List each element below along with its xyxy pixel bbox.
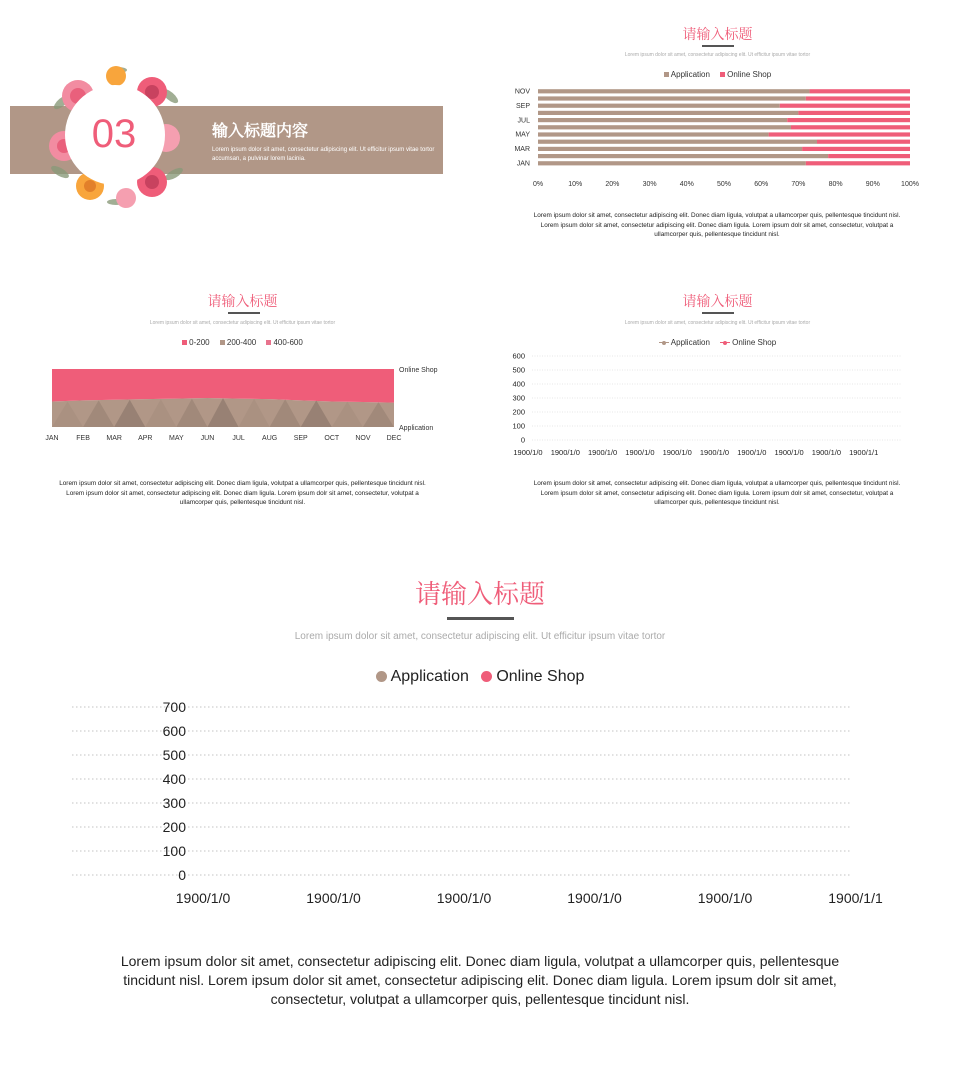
x-tick-label: NOV xyxy=(355,435,371,442)
bar-segment xyxy=(769,132,910,136)
area-online-shop xyxy=(52,369,394,403)
x-tick-label: FEB xyxy=(76,435,90,442)
banner-description: Lorem ipsum dolor sit amet, consectetur adipiscing elit. Ut efficitur ipsum vitae tortor accumsan, a pulvinar lorem lacinia. xyxy=(212,147,435,162)
chart-legend xyxy=(55,338,430,347)
legend-swatch xyxy=(182,340,187,345)
chart-legend xyxy=(530,338,905,347)
panel-paragraph: Lorem ipsum dolor sit amet, consectetur adipiscing elit. Donec diam ligula, volutpat a ullamcorper quis, pellentesque tincidunt nisl. Lorem ipsum dolor sit amet, consectetur adipiscing elit. Donec diam ligula. Lorem ipsum dolr sit amet, consectetur, volutpat a ullamcorper quis, pellentesque tincidunt nisl. xyxy=(533,480,901,506)
bar-segment xyxy=(538,118,787,122)
title-underline xyxy=(228,312,260,314)
x-tick-label: OCT xyxy=(324,435,340,442)
stacked-percent-bar-chart xyxy=(505,82,935,194)
x-tick-label: 1900/1/0 xyxy=(737,448,767,457)
bar-segment xyxy=(828,154,910,158)
x-tick-label: 1900/1/0 xyxy=(306,890,361,906)
bar-segment xyxy=(538,147,802,151)
y-tick-label: 500 xyxy=(512,365,525,375)
bar-segment xyxy=(787,118,910,122)
y-tick-label: 0 xyxy=(178,866,186,883)
x-tick-label: JUL xyxy=(232,435,245,442)
legend-swatch xyxy=(720,342,730,343)
x-tick-label: 1900/1/0 xyxy=(662,448,692,457)
panel-title: 请输入标题 xyxy=(207,293,278,309)
y-tick-label: JUL xyxy=(517,117,530,125)
y-tick-label: MAY xyxy=(515,131,530,139)
x-tick-label: MAY xyxy=(169,435,184,442)
bar-segment xyxy=(538,140,817,144)
legend-item-0-200: 0-200 xyxy=(182,338,209,347)
x-tick-label: 1900/1/0 xyxy=(774,448,804,457)
x-tick-label: 1900/1/0 xyxy=(175,890,231,906)
bar-segment xyxy=(538,161,806,165)
y-tick-label: 300 xyxy=(162,794,186,811)
panel-subtitle: Lorem ipsum dolor sit amet, consectetur adipiscing elit. Ut efficitur ipsum vitae tortor xyxy=(294,631,666,642)
series-label: Online Shop xyxy=(399,367,438,374)
panel-paragraph: Lorem ipsum dolor sit amet, consectetur adipiscing elit. Donec diam ligula, volutpat a ullamcorper quis, pellentesque tincidunt nisl. Lorem ipsum dolor sit amet, consectetur adipiscing elit. Donec diam ligula. Lorem ipsum dolr sit amet, consectetur, volutpat a ullamcorper quis, pellentesque tincidunt nisl. xyxy=(59,480,426,506)
bar-segment xyxy=(802,147,910,151)
legend-swatch xyxy=(481,671,492,682)
y-tick-label: 0 xyxy=(520,435,525,445)
x-tick-label: 1900/1/0 xyxy=(567,890,622,906)
y-tick-label: 300 xyxy=(512,393,525,403)
legend-item-online-shop: Online Shop xyxy=(720,338,776,347)
section-number: 03 xyxy=(91,111,137,156)
x-tick-label: JAN xyxy=(45,435,59,442)
x-tick-label: 1900/1/0 xyxy=(811,448,842,457)
legend-item-online-shop: Online Shop xyxy=(481,668,584,686)
line-chart-large xyxy=(60,694,900,914)
bar-segment xyxy=(538,132,769,136)
x-tick-label: 1900/1/1 xyxy=(849,448,879,457)
x-tick-label: 1900/1/0 xyxy=(513,448,543,457)
y-tick-label: 600 xyxy=(162,722,186,739)
y-tick-label: 600 xyxy=(512,351,525,361)
x-tick-label: 1900/1/0 xyxy=(625,448,655,457)
x-tick-label: 90% xyxy=(865,181,880,188)
panel-title: 请输入标题 xyxy=(682,293,753,309)
panel-paragraph: Lorem ipsum dolor sit amet, consectetur adipiscing elit. Donec diam ligula, volutpat a ullamcorper quis, pellentesque tincidunt nisl. Lorem ipsum dolor sit amet, consectetur adipiscing elit. Donec diam ligula. Lorem ipsum dolr sit amet, consectetur, volutpat a ullamcorper quis, pellentesque tincidunt nisl. xyxy=(120,953,840,1007)
y-tick-label: 400 xyxy=(162,770,186,787)
bar-segment xyxy=(780,104,910,108)
legend-item-application: Application xyxy=(376,668,469,686)
y-tick-label: SEP xyxy=(515,102,530,110)
y-tick-label: 100 xyxy=(162,842,186,859)
legend-item-400-600: 400-600 xyxy=(266,338,302,347)
x-tick-label: 1900/1/1 xyxy=(828,890,883,906)
x-tick-label: 1900/1/0 xyxy=(587,448,618,457)
legend-item-200-400: 200-400 xyxy=(220,338,256,347)
y-tick-label: 500 xyxy=(162,746,186,763)
legend-item-application: Application xyxy=(659,338,710,347)
bar-segment xyxy=(538,125,791,129)
chart-legend xyxy=(530,70,905,79)
x-tick-label: SEP xyxy=(293,435,308,442)
title-underline xyxy=(702,312,734,314)
series-label: Application xyxy=(399,425,434,432)
bar-segment xyxy=(806,161,910,165)
legend-swatch xyxy=(266,340,271,345)
x-tick-label: 1900/1/0 xyxy=(550,448,580,457)
y-tick-label: 200 xyxy=(162,818,186,835)
x-tick-label: 100% xyxy=(901,181,919,188)
y-tick-label: 200 xyxy=(512,407,525,417)
panel-title: 请输入标题 xyxy=(414,579,545,609)
y-tick-label: 700 xyxy=(162,698,186,715)
x-tick-label: 1900/1/0 xyxy=(699,448,730,457)
bar-segment xyxy=(791,125,910,129)
x-tick-label: 10% xyxy=(568,181,583,188)
x-tick-label: 1900/1/0 xyxy=(436,890,492,906)
area-chart xyxy=(40,360,460,448)
x-tick-label: DEC xyxy=(386,435,402,442)
legend-swatch xyxy=(220,340,225,345)
panel-subtitle: Lorem ipsum dolor sit amet, consectetur adipiscing elit. Ut efficitur ipsum vitae tortor xyxy=(624,320,811,326)
title-underline xyxy=(702,45,734,47)
x-tick-label: APR xyxy=(138,435,153,442)
y-tick-label: 400 xyxy=(512,379,525,389)
title-underline xyxy=(447,617,514,620)
x-tick-label: 1900/1/0 xyxy=(697,890,753,906)
legend-swatch xyxy=(664,72,669,77)
x-tick-label: MAR xyxy=(106,435,122,442)
panel-title: 请输入标题 xyxy=(682,26,753,42)
y-tick-label: 100 xyxy=(512,421,525,431)
bar-segment xyxy=(806,96,910,100)
legend-item-application: Application xyxy=(664,70,710,79)
bar-segment xyxy=(538,89,810,93)
legend-swatch xyxy=(720,72,725,77)
bar-segment xyxy=(538,104,780,108)
legend-swatch xyxy=(376,671,387,682)
x-tick-label: 50% xyxy=(716,181,732,188)
banner-title: 输入标题内容 xyxy=(212,123,309,140)
x-tick-label: JUN xyxy=(200,435,215,442)
bar-segment xyxy=(810,89,910,93)
x-tick-label: 70% xyxy=(791,181,806,188)
panel-paragraph: Lorem ipsum dolor sit amet, consectetur adipiscing elit. Donec diam ligula, volutpat a ullamcorper quis, pellentesque tincidunt nisl. Lorem ipsum dolor sit amet, consectetur adipiscing elit. Donec diam ligula. Lorem ipsum dolr sit amet, consectetur, volutpat a ullamcorper quis, pellentesque tincidunt nisl. xyxy=(533,212,901,238)
x-tick-label: 40% xyxy=(679,181,694,188)
panel-subtitle: Lorem ipsum dolor sit amet, consectetur adipiscing elit. Ut efficitur ipsum vitae tortor xyxy=(624,52,811,58)
x-tick-label: 30% xyxy=(642,181,657,188)
bar-segment xyxy=(817,140,910,144)
x-tick-label: AUG xyxy=(262,435,278,442)
bar-segment xyxy=(538,96,806,100)
x-tick-label: 0% xyxy=(532,181,544,188)
y-tick-label: JAN xyxy=(516,160,530,168)
bar-segment xyxy=(538,154,828,158)
bar-segment xyxy=(798,111,910,115)
bar-segment xyxy=(538,111,798,115)
x-tick-label: 20% xyxy=(605,181,620,188)
legend-swatch xyxy=(659,342,669,343)
y-tick-label: NOV xyxy=(514,88,530,96)
panel-subtitle: Lorem ipsum dolor sit amet, consectetur adipiscing elit. Ut efficitur ipsum vitae tortor xyxy=(149,320,336,326)
chart-legend xyxy=(80,668,880,686)
y-tick-label: MAR xyxy=(514,146,530,154)
x-tick-label: 80% xyxy=(828,181,843,188)
line-chart xyxy=(505,350,930,460)
x-tick-label: 60% xyxy=(754,181,769,188)
legend-item-online-shop: Online Shop xyxy=(720,70,771,79)
